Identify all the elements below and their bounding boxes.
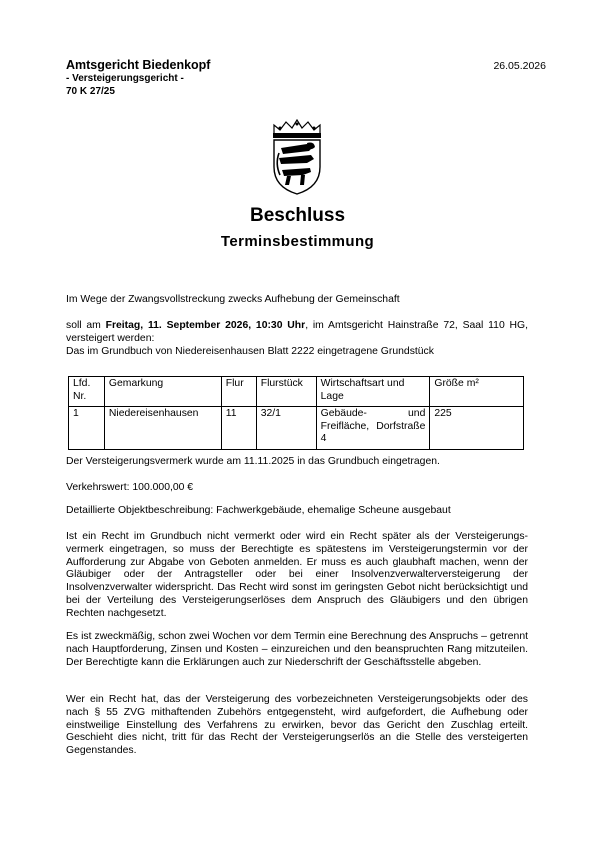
cell-wirtschaftsart: Gebäude- und Freifläche, Dorfstraße 4 [316,407,430,450]
cell-groesse: 225 [430,407,524,450]
table-row [69,407,524,450]
header-wirtschaftsart: Wirtschaftsart und Lage [316,377,430,407]
zweckmaessig-paragraph: Es ist zweckmäßig, schon zwei Wochen vor dem Termin eine Berechnung des Anspruchs – getrennt nach Hauptforderung, Zinsen und Kosten – einzureichen und den beanspruchten Rang mitzuteilen. Der Berechtigte kann die Erklärungen auch zur Niederschrift der Geschäftsstelle abgeben. [66,631,528,668]
court-division: - Versteigerungsgericht - [66,73,184,84]
entgegen-paragraph: Wer ein Recht hat, das der Versteigerung des vorbezeichneten Versteigerungsobjekts oder des nach § 55 ZVG mithaftenden Zubehörs entgegensteht, wird aufgefordert, die Aufhebung oder einstweilige Einstellung des Verfahrens zu erwirken, bevor das Gericht den Zuschlag erteilt. Geschieht dies nicht, tritt für das Recht der Versteigerungserlös an die Stelle des versteigerten Gegenstandes. [66,694,528,757]
header-groesse: Größe m² [430,377,524,407]
cell-flur: 11 [221,407,256,450]
rechte-paragraph: Ist ein Recht im Grundbuch nicht vermerkt oder wird ein Recht später als der Versteigerungs-vermerk eingetragen, so muss der Berechtigte es spätestens im Versteigerungstermin vor der Aufforderung zur Abgabe von Geboten anmelden. Er muss es auch glaubhaft machen, wenn der Gläubiger oder der Antragsteller oder bei einer Insolvenzverwalterversteigerung der Insolvenzverwalter widerspricht. Das Recht wird sonst im geringsten Gebot nicht berücksichtigt und bei der Verteilung des Versteigerungserlöses dem Anspruch des Gläubigers und den übrigen Rechten nachgesetzt. [66,531,528,619]
header-gemarkung: Gemarkung [104,377,221,407]
document-date: 26.05.2026 [493,60,546,72]
cell-lfd: 1 [69,407,105,450]
file-number: 70 K 27/25 [66,86,115,97]
header-lfd: Lfd. Nr. [69,377,105,407]
term-prefix: soll am [66,320,101,331]
property-line: Das im Grundbuch von Niedereisenhausen Blatt 2222 eingetragene Grundstück [66,346,434,357]
hessen-coat-of-arms-icon [267,119,327,195]
header-flur: Flur [221,377,256,407]
table-header-row [69,377,524,407]
header-flurstueck: Flurstück [256,377,316,407]
document-title: Beschluss [249,205,346,226]
court-name: Amtsgericht Biedenkopf [66,58,211,72]
term-paragraph [66,320,528,346]
court-header [66,58,210,98]
term-datetime: Freitag, 11. September 2026, 10:30 Uhr [105,320,306,331]
cell-gemarkung: Niedereisenhausen [104,407,221,450]
vermerk-text: Der Versteigerungsvermerk wurde am 11.11.2025 in das Grundbuch eingetragen. [66,456,440,467]
objekt-text: Detaillierte Objektbeschreibung: Fachwerkgebäude, ehemalige Scheune ausgebaut [66,505,451,516]
intro-text: Im Wege der Zwangsvollstreckung zwecks Aufhebung der Gemeinschaft [66,294,400,305]
cell-flurstueck: 32/1 [256,407,316,450]
document-subtitle: Terminsbestimmung [220,233,375,250]
term-location: , im Amtsgericht Hainstraße 72, Saal 110 HG, versteigert werden: [66,320,528,344]
property-table [68,376,524,450]
verkehrswert-text: Verkehrswert: 100.000,00 € [66,482,194,493]
